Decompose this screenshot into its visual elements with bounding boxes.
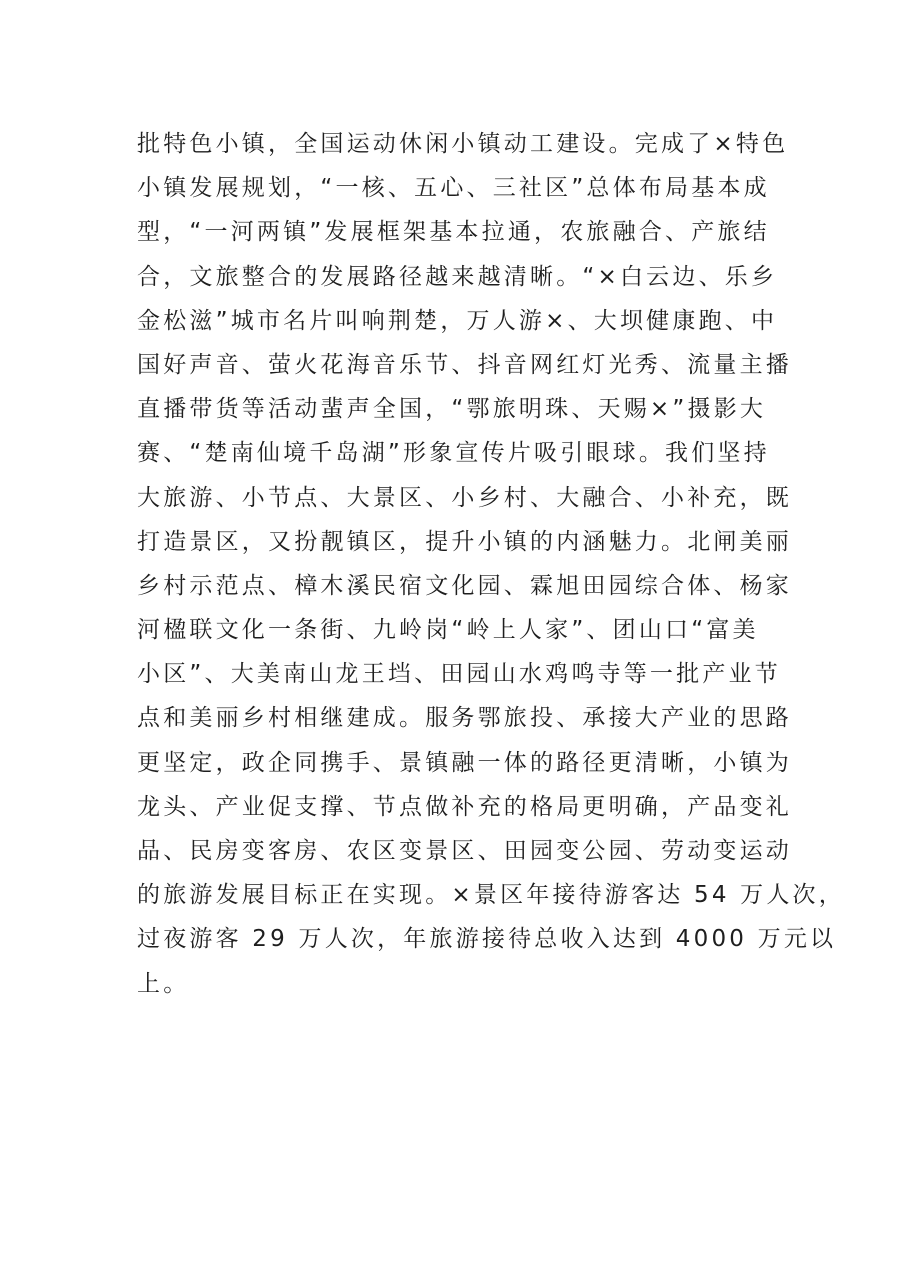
paragraph-line-7: 直播带货等活动蜚声全国，“鄂旅明珠、天赐×”摄影大	[137, 396, 767, 423]
body-paragraph	[137, 122, 845, 1006]
paragraph-line-2: 小镇发展规划，“一核、五心、三社区”总体布局基本成	[137, 175, 770, 202]
paragraph-line-9: 大旅游、小节点、大景区、小乡村、大融合、小补充，既	[137, 484, 792, 511]
paragraph-line-19: 过夜游客 29 万人次，年旅游接待总收入达到 4000 万元以	[137, 926, 837, 953]
paragraph-line-20: 上。	[137, 970, 190, 997]
paragraph-line-10: 打造景区，又扮靓镇区，提升小镇的内涵魅力。北闸美丽	[137, 528, 792, 555]
paragraph-line-15: 更坚定，政企同携手、景镇融一体的路径更清晰，小镇为	[137, 749, 792, 776]
paragraph-line-1: 批特色小镇，全国运动休闲小镇动工建设。完成了×特色	[137, 131, 789, 157]
paragraph-line-12: 河楹联文化一条街、九岭岗“岭上人家”、团山口“富美	[137, 617, 759, 644]
paragraph-line-3: 型，“一河两镇”发展框架基本拉通，农旅融合、产旅结	[137, 219, 770, 246]
paragraph-line-14: 点和美丽乡村相继建成。服务鄂旅投、承接大产业的思路	[137, 705, 792, 732]
paragraph-line-17: 品、民房变客房、农区变景区、田园变公园、劳动变运动	[137, 838, 792, 864]
paragraph-line-6: 国好声音、萤火花海音乐节、抖音网红灯光秀、流量主播	[137, 351, 792, 378]
paragraph-line-16: 龙头、产业促支撑、节点做补充的格局更明确，产品变礼	[137, 793, 792, 820]
paragraph-line-13: 小区”、大美南山龙王垱、田园山水鸡鸣寺等一批产业节	[137, 661, 781, 688]
paragraph-line-8: 赛、“楚南仙境千岛湖”形象宣传片吸引眼球。我们坚持	[137, 440, 770, 467]
paragraph-line-11: 乡村示范点、樟木溪民宿文化园、霖旭田园综合体、杨家	[137, 572, 792, 599]
paragraph-line-4: 合，文旅整合的发展路径越来越清晰。“×白云边、乐乡	[137, 263, 778, 290]
paragraph-line-18: 的旅游发展目标正在实现。×景区年接待游客达 54 万人次，	[137, 882, 845, 909]
paragraph-line-5: 金松滋”城市名片叫响荆楚，万人游×、大坝健康跑、中	[137, 307, 778, 334]
